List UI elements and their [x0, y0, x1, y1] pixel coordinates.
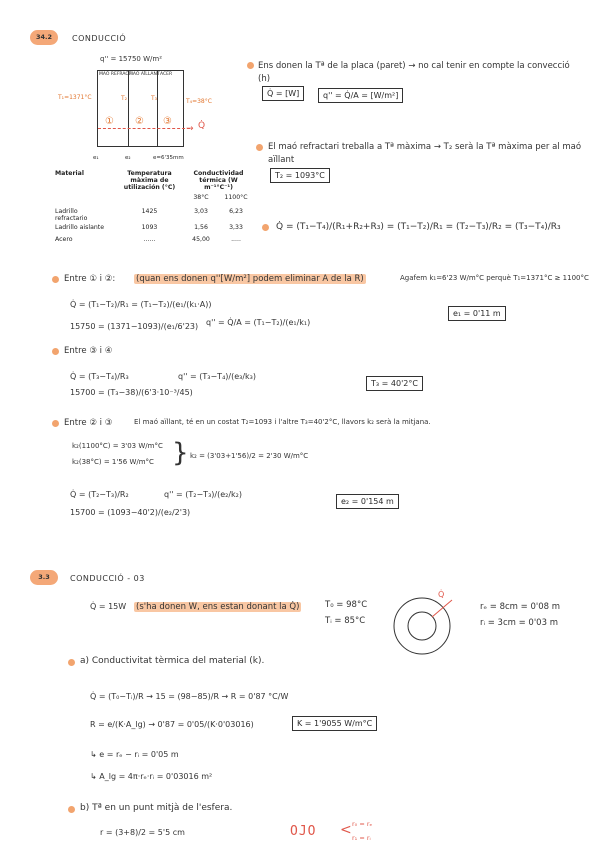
bullet-dot: [247, 62, 254, 69]
heat-flow-label: Q̇: [198, 121, 206, 131]
bullet-dot: [52, 348, 59, 355]
box-t2: T₂ = 1093°C: [270, 168, 330, 183]
step2-eq-a: Q̇ = (T₃−T₄)/R₃: [70, 372, 129, 381]
step1-note: Agafem k₁=6'23 W/m°C perquè T₁=1371°C ≥ 1100°C: [400, 274, 589, 282]
table-header-conductivity: Conductividad térmica (W m⁻¹°C⁻¹): [193, 170, 244, 191]
part-a-eq1: Q̇ = (T₀−Tᵢ)/R → 15 = (98−85)/R → R = 0'87 °C/W: [90, 692, 289, 701]
table-header-temp: Temperatura màxima de utilización (°C): [123, 170, 176, 191]
note-wall: Ens donen la Tª de la placa (paret) → no cal tenir en compte la convecció (h): [258, 61, 570, 84]
bullet-dot: [68, 806, 75, 813]
part-a-sub2: ↳ A_lg = 4π·rₑ·rᵢ = 0'03016 m²: [90, 772, 213, 781]
temp-t3: T₃: [151, 95, 158, 102]
step2-eq-c: 15700 = (T₃−38)/(6'3·10⁻³/45): [70, 388, 193, 397]
step1-eq-a: Q̇ = (T₁−T₂)/R₁ = (T₁−T₂)/(e₁/(k₁·A)): [70, 300, 212, 309]
part-a-eq2: R = e/(K·A_lg) → 0'87 = 0'05/(K·0'03016): [90, 720, 254, 729]
step1-result: e₁ = 0'11 m: [448, 306, 506, 321]
layer-number-1: ①: [105, 116, 114, 127]
radius-inner: rᵢ = 3cm = 0'03 m: [480, 618, 558, 628]
part-b-eq: r = (3+8)/2 = 5'5 cm: [100, 828, 185, 837]
inner-circle: [408, 612, 436, 640]
step2-result: T₃ = 40'2°C: [366, 376, 423, 391]
step1-eq-c: 15750 = (1371−1093)/(e₁/6'23): [70, 322, 199, 331]
branch-r0: r₀ = rₑ: [352, 820, 373, 828]
table-header-material: Material: [55, 170, 84, 177]
layer-label-1: MAÓ REFRACT.: [99, 72, 133, 77]
step3-result: e₂ = 0'154 m: [336, 494, 399, 509]
step1-heading: Entre ① i ②:: [64, 274, 116, 284]
layer-label-3: ACER: [160, 72, 173, 77]
step3-text: El maó aïllant, té en un costat T₂=1093 i l'altre T₃=40'2°C, llavors k₂ serà la mitjana.: [134, 418, 431, 426]
step2-heading: Entre ③ i ④: [64, 346, 113, 356]
table-subheader-38: 38°C: [193, 194, 209, 201]
temp-outer: T₀ = 98°C: [325, 600, 368, 610]
problem-title-2: CONDUCCIÓ - 03: [70, 574, 145, 583]
layer-refract: [97, 70, 129, 147]
thickness-e3: e=6'35mm: [153, 155, 184, 161]
step3-heading: Entre ② i ③: [64, 418, 113, 428]
heat-vector: [432, 600, 452, 617]
box-q: q'' = Q̇/A = [W/m²]: [318, 88, 403, 103]
brace-icon: }: [172, 438, 189, 468]
bullet-dot: [52, 420, 59, 427]
outer-circle: [394, 598, 450, 654]
part-b-heading: b) Tª en un punt mitjà de l'esfera.: [80, 803, 233, 813]
problem-title-1: CONDUCCIÓ: [72, 34, 127, 43]
step3-eq-b: q'' = (T₂−T₃)/(e₂/k₂): [164, 490, 242, 499]
part-a-sub1: ↳ e = rₑ − rᵢ = 0'05 m: [90, 750, 179, 759]
branch-icon: <: [340, 822, 352, 838]
table-subheader-1100: 1100°C: [224, 194, 248, 201]
step3-k-lo: k₂(38°C) = 1'56 W/m°C: [72, 458, 154, 466]
layer-acer: [157, 70, 184, 147]
heat-direction-line: [98, 128, 190, 129]
bullet-dot: [256, 144, 263, 151]
step3-k-hi: k₂(1100°C) = 3'03 W/m°C: [72, 442, 163, 450]
ojo-warning: OJO: [290, 824, 317, 839]
temp-t2: T₂: [121, 95, 128, 102]
temp-right: T₄=38°C: [186, 98, 212, 105]
part-a-result: K = 1'9055 W/m°C: [292, 716, 377, 731]
step3-k-avg: k₂ = (3'03+1'56)/2 = 2'30 W/m°C: [190, 452, 309, 460]
layer-number-3: ③: [163, 116, 172, 127]
layer-label-2: MAÓ AÏLLANT: [129, 72, 160, 77]
step1-eq-b: q'' = Q̇/A = (T₁−T₂)/(e₁/k₁): [206, 318, 311, 327]
given-note: (s'ha donen W, ens estan donant la Q̇): [136, 602, 300, 612]
part-a-heading: a) Conductivitat tèrmica del material (k).: [80, 656, 265, 666]
series-formula: Q̇ = (T₁−T₄)/(R₁+R₂+R₃) = (T₁−T₂)/R₁ = (T₂−T₃)/R₂ = (T₃−T₄)/R₃: [276, 222, 561, 232]
heat-arrow-icon: →: [186, 124, 194, 134]
step1-highlight: (quan ens donen q''[W/m²] podem eliminar A de la R): [136, 274, 364, 284]
layer-aillant: [127, 70, 158, 147]
problem-badge-1: 34.2: [30, 30, 58, 45]
temp-left: T₁=1371°C: [58, 94, 92, 101]
layer-number-2: ②: [135, 116, 144, 127]
branch-r1: r₁ = rᵢ: [352, 834, 371, 842]
wall-diagram: [93, 70, 217, 161]
bullet-dot: [52, 276, 59, 283]
sphere-qdot-label: Q̇: [438, 590, 445, 599]
box-qdot: Q̇ = [W]: [262, 86, 304, 101]
temp-inner: Tᵢ = 85°C: [325, 616, 366, 626]
step3-eq-a: Q̇ = (T₂−T₃)/R₂: [70, 490, 129, 499]
bullet-dot: [68, 659, 75, 666]
given-qdot: Q̇ = 15W: [90, 602, 127, 611]
problem-badge-2: 3.3: [30, 570, 58, 585]
radius-outer: rₑ = 8cm = 0'08 m: [480, 602, 560, 612]
note-max-temp: El maó refractari treballa a Tª màxima → T₂ serà la Tª màxima per al maó aïllant: [268, 142, 582, 165]
thickness-e2: e₂: [125, 155, 131, 161]
step2-eq-b: q'' = (T₃−T₄)/(e₃/k₃): [178, 372, 256, 381]
step3-eq-c: 15700 = (1093−40'2)/(e₂/2'3): [70, 508, 191, 517]
thickness-e1: e₁: [93, 155, 99, 161]
sphere-diagram: [388, 590, 468, 660]
heat-flux-label: q'' = 15750 W/m²: [100, 55, 163, 63]
bullet-dot: [262, 224, 269, 231]
